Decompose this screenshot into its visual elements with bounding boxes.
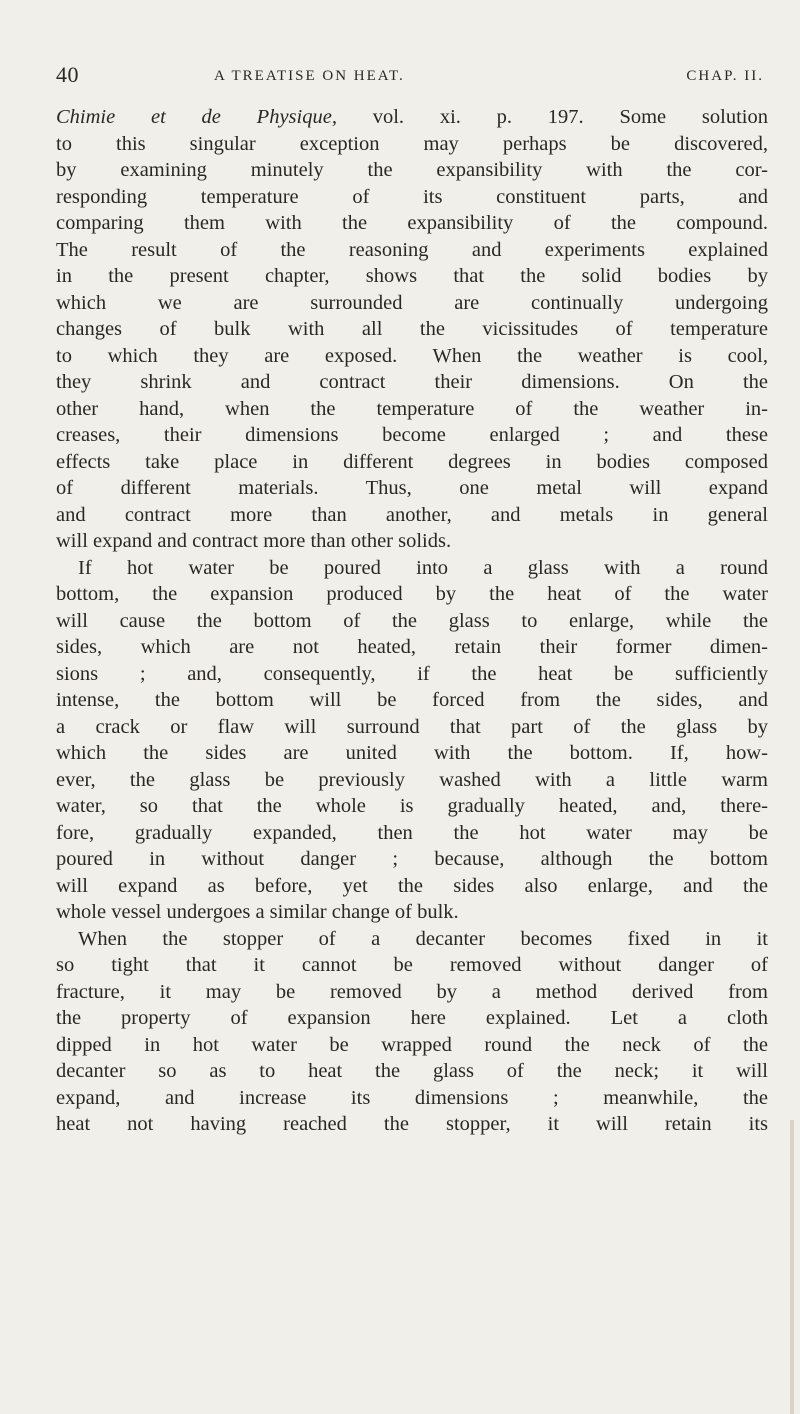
text-line <box>56 1111 768 1138</box>
line-text: will cause the bottom of the glass to enlarge, while the <box>56 609 768 632</box>
text-line <box>56 1005 768 1032</box>
line-text: fore, gradually expanded, then the hot water may be <box>56 821 768 844</box>
text-line <box>56 422 768 449</box>
text-line <box>56 687 768 714</box>
line-text: and contract more than another, and metals in general <box>56 503 768 526</box>
line-text: ever, the glass be previously washed with a little warm <box>56 768 768 791</box>
text-line <box>56 1032 768 1059</box>
text-line <box>56 263 768 290</box>
line-text: vol. xi. p. 197. Some solution <box>336 106 768 128</box>
line-text: to this singular exception may perhaps be discovered, <box>56 132 768 155</box>
line-text: will expand as before, yet the sides also enlarge, and the <box>56 874 768 897</box>
text-line <box>56 369 768 396</box>
line-text: in the present chapter, shows that the solid bodies by <box>56 265 768 287</box>
line-text: the property of expansion here explained. Let a cloth <box>56 1007 768 1029</box>
line-text: will expand and contract more than other solids. <box>56 530 452 552</box>
line-text: intense, the bottom will be forced from the sides, and <box>56 689 768 711</box>
line-text: other hand, when the temperature of the weather in- <box>56 397 768 420</box>
page-number: 40 <box>56 62 79 87</box>
citation-title: Chimie et de Physique, <box>56 106 337 128</box>
text-line <box>56 608 768 635</box>
text-line <box>56 952 768 979</box>
line-text: dipped in hot water be wrapped round the neck of the <box>56 1033 768 1056</box>
text-line <box>56 581 768 608</box>
running-head <box>56 62 764 92</box>
text-line <box>56 237 768 264</box>
text-line <box>56 899 768 926</box>
text-line <box>56 793 768 820</box>
line-text: fracture, it may be removed by a method derived from <box>56 980 768 1003</box>
text-line <box>56 316 768 343</box>
text-line <box>56 528 768 555</box>
body-text <box>56 104 768 1138</box>
line-text: whole vessel undergoes a similar change of bulk. <box>56 901 459 923</box>
line-text: changes of bulk with all the vicissitudes of temperature <box>56 318 768 340</box>
line-text: by examining minutely the expansibility with the cor- <box>56 159 768 181</box>
text-line <box>56 157 768 184</box>
line-text: poured in without danger ; because, although the bottom <box>56 848 768 870</box>
line-text: so tight that it cannot be removed without danger of <box>56 954 768 976</box>
text-line <box>56 290 768 317</box>
text-line <box>56 210 768 237</box>
text-line <box>56 396 768 423</box>
line-text: expand, and increase its dimensions ; meanwhile, the <box>56 1086 768 1109</box>
chapter-label: CHAP. II. <box>686 68 764 84</box>
text-line <box>56 820 768 847</box>
line-text: responding temperature of its constituent parts, and <box>56 185 768 208</box>
text-line <box>56 1058 768 1085</box>
text-line <box>56 131 768 158</box>
text-line <box>56 740 768 767</box>
line-text: heat not having reached the stopper, it will retain its <box>56 1113 768 1135</box>
text-line <box>56 926 768 953</box>
text-line <box>56 555 768 582</box>
line-text: The result of the reasoning and experiments explained <box>56 238 768 261</box>
page-edge-shadow <box>790 1120 794 1414</box>
text-line <box>56 475 768 502</box>
line-text: effects take place in different degrees in bodies composed <box>56 450 768 473</box>
line-text: When the stopper of a decanter becomes fixed in it <box>78 927 768 950</box>
text-line <box>56 873 768 900</box>
line-text: sides, which are not heated, retain their former dimen- <box>56 636 768 658</box>
line-text: If hot water be poured into a glass with a round <box>78 556 768 579</box>
text-line <box>56 979 768 1006</box>
line-text: which the sides are united with the bottom. If, how- <box>56 742 768 764</box>
text-line <box>56 661 768 688</box>
line-text: they shrink and contract their dimensions. On the <box>56 371 768 393</box>
line-text: decanter so as to heat the glass of the neck; it will <box>56 1060 768 1082</box>
text-line <box>56 343 768 370</box>
line-text: bottom, the expansion produced by the heat of the water <box>56 583 768 605</box>
text-line <box>56 502 768 529</box>
text-line <box>56 184 768 211</box>
line-text: water, so that the whole is gradually heated, and, there- <box>56 795 768 817</box>
text-line <box>56 1085 768 1112</box>
line-text: a crack or flaw will surround that part of the glass by <box>56 715 768 738</box>
text-line <box>56 449 768 476</box>
text-line <box>56 714 768 741</box>
line-text: of different materials. Thus, one metal will expand <box>56 477 768 499</box>
line-text: comparing them with the expansibility of the compound. <box>56 212 768 234</box>
line-text: creases, their dimensions become enlarged ; and these <box>56 424 768 446</box>
running-title: A TREATISE ON HEAT. <box>214 68 405 84</box>
text-line <box>56 846 768 873</box>
text-line <box>56 767 768 794</box>
line-text: sions ; and, consequently, if the heat be sufficiently <box>56 662 768 685</box>
text-line <box>56 104 768 131</box>
line-text: which we are surrounded are continually undergoing <box>56 291 768 314</box>
text-line <box>56 634 768 661</box>
line-text: to which they are exposed. When the weather is cool, <box>56 344 768 367</box>
